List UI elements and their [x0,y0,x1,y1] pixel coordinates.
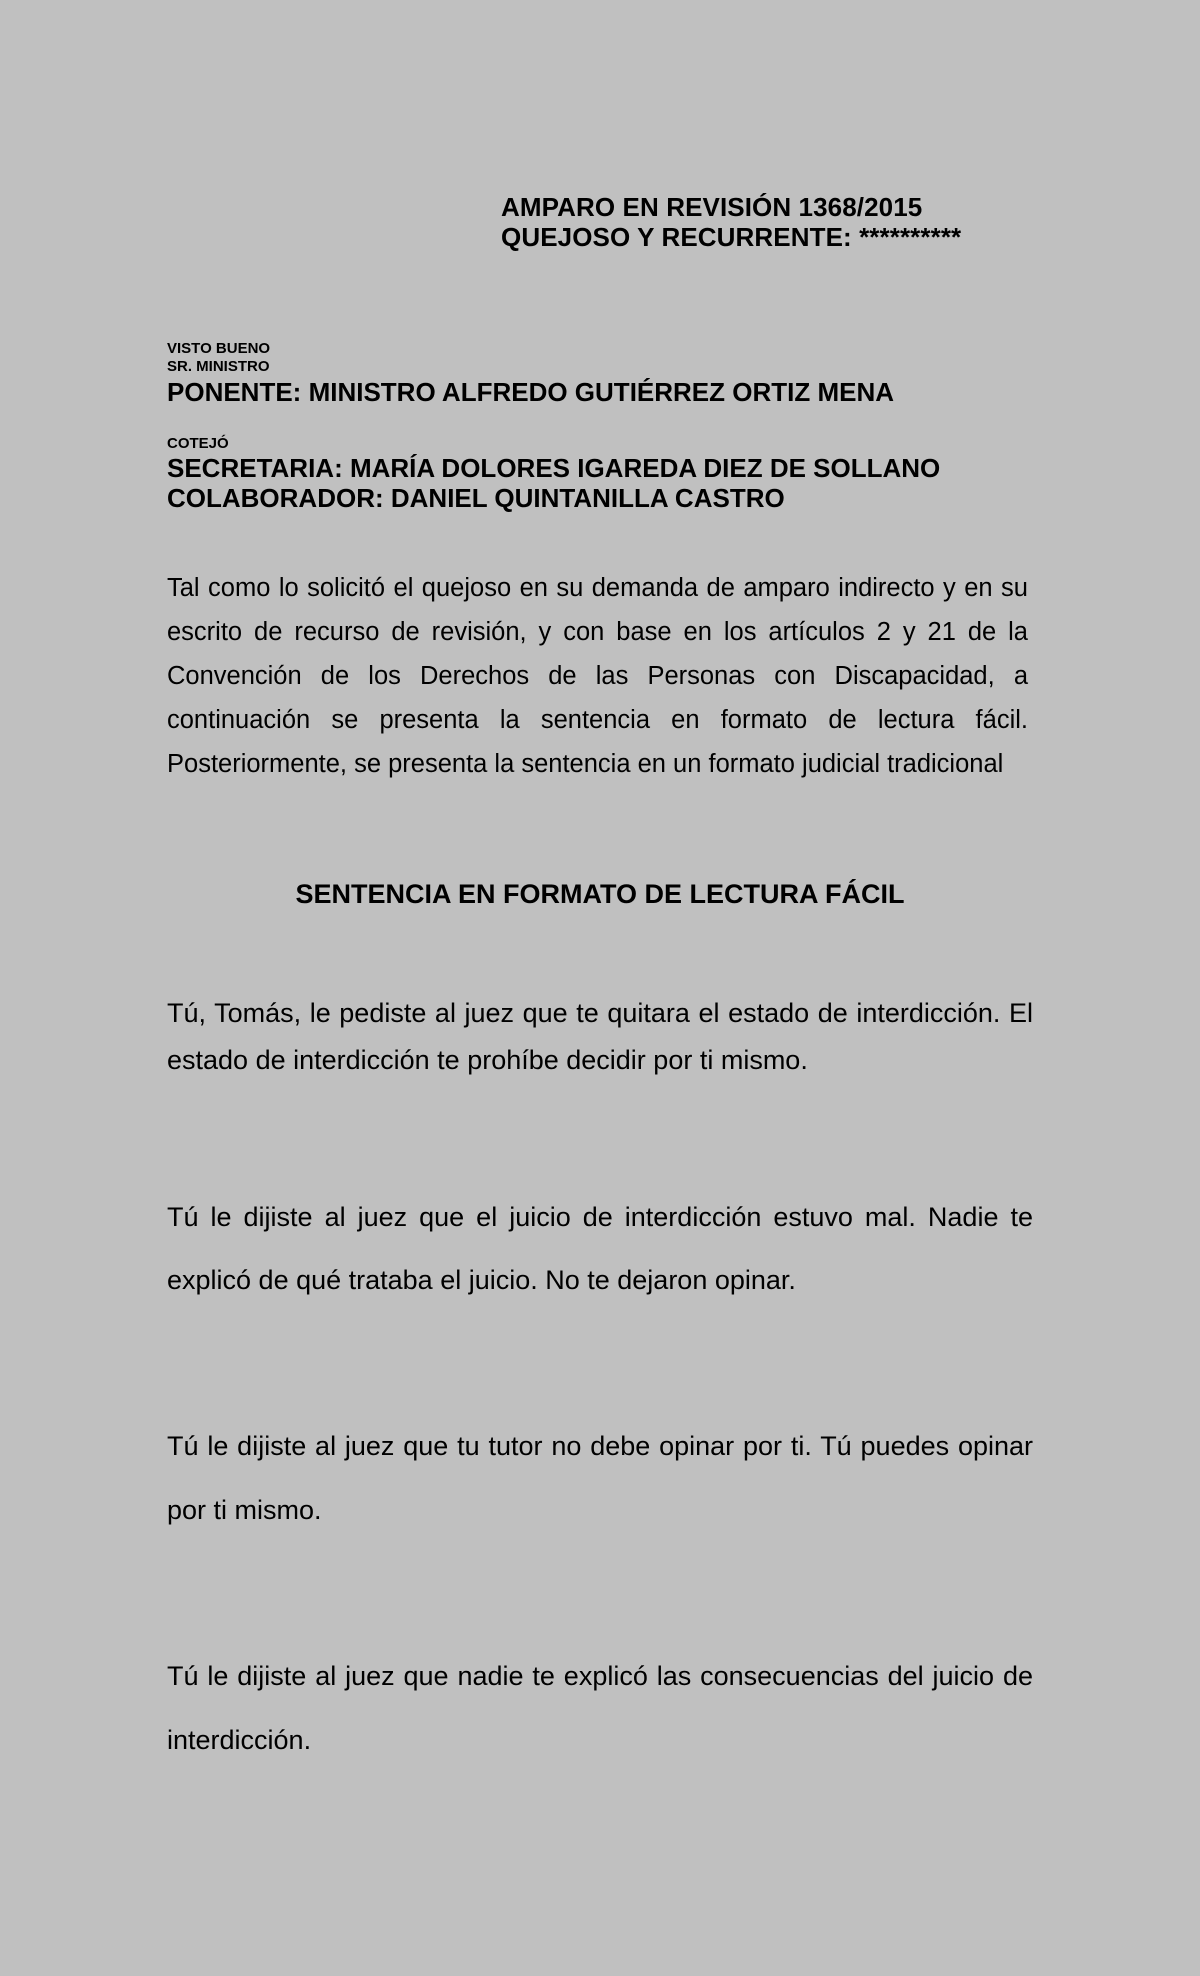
secretaria-line: SECRETARIA: MARÍA DOLORES IGAREDA DIEZ DE SOLLANO [167,453,941,483]
appellant-line: QUEJOSO Y RECURRENTE: ********** [501,222,962,252]
easy-read-paragraph: Tú le dijiste al juez que tu tutor no debe opinar por ti. Tú puedes opinar por ti mismo. [167,1431,1033,1525]
intro-paragraph: Tal como lo solicitó el quejoso en su demanda de amparo indirecto y en su escrito de recurso de revisión, y con base en los artículos 2 y 21 de la Convención de los Derechos de las Personas con Discapacidad, a continuación se presenta la sentencia en formato de lectura fácil. Posteriormente, se presenta la sentencia en un formato judicial tradicional [167,574,1028,778]
easy-read-paragraph: Tú le dijiste al juez que el juicio de interdicción estuvo mal. Nadie te explicó de qué trataba el juicio. No te dejaron opinar. [167,1202,1033,1295]
approval-label: VISTO BUENO [167,340,271,357]
ponente-line: PONENTE: MINISTRO ALFREDO GUTIÉRREZ ORTIZ MENA [167,377,895,407]
easy-read-title: SENTENCIA EN FORMATO DE LECTURA FÁCIL [295,879,905,909]
case-number: AMPARO EN REVISIÓN 1368/2015 [501,192,923,222]
minister-label: SR. MINISTRO [167,358,270,375]
colaborador-line: COLABORADOR: DANIEL QUINTANILLA CASTRO [167,483,785,513]
easy-read-paragraph: Tú, Tomás, le pediste al juez que te quitara el estado de interdicción. El estado de interdicción te prohíbe decidir por ti mismo. [167,998,1033,1075]
case-header [501,192,961,252]
easy-read-paragraph: Tú le dijiste al juez que nadie te explicó las consecuencias del juicio de interdicción. [167,1661,1033,1755]
checked-label: COTEJÓ [167,435,229,452]
